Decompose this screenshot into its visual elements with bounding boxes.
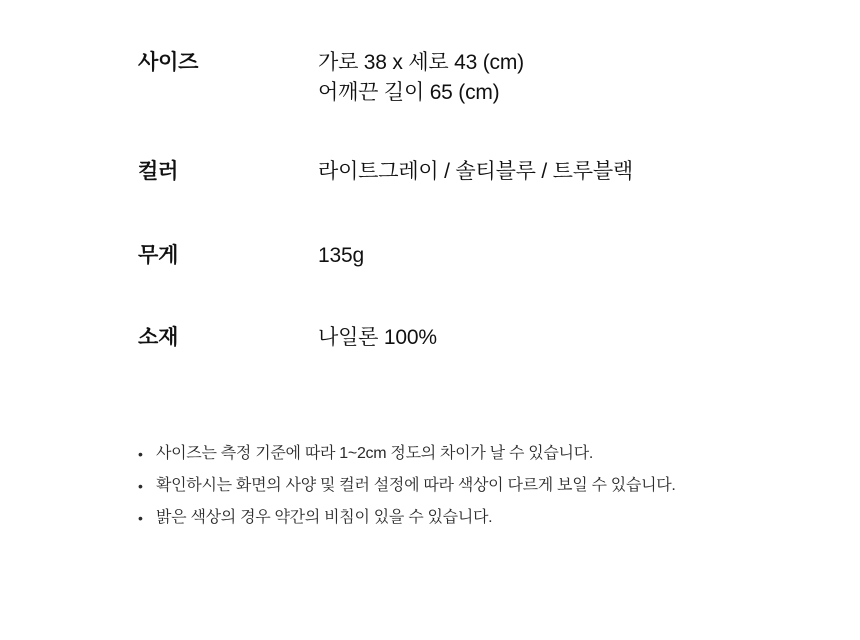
note-item xyxy=(138,438,798,470)
spec-values-weight xyxy=(318,241,778,271)
spec-label-size: 사이즈 xyxy=(138,51,199,74)
spec-value-color-list: 라이트그레이 / 솔티블루 / 트루블랙 xyxy=(318,160,634,183)
spec-row-size xyxy=(138,48,778,108)
spec-label-color: 컬러 xyxy=(138,160,179,183)
spec-value-material: 나일론 100% xyxy=(318,326,437,349)
spec-row-color xyxy=(138,157,778,187)
spec-values-size xyxy=(318,48,778,108)
note-text: 확인하시는 화면의 사양 및 컬러 설정에 따라 색상이 다르게 보일 수 있습니다. xyxy=(156,477,676,494)
spec-values-material xyxy=(318,323,778,353)
spec-label-material: 소재 xyxy=(138,326,179,349)
spec-row-material xyxy=(138,323,778,353)
note-text: 밝은 색상의 경우 약간의 비침이 있을 수 있습니다. xyxy=(156,509,493,526)
notes-list xyxy=(138,438,798,534)
spec-value-weight: 135g xyxy=(318,244,364,267)
note-item xyxy=(138,502,798,534)
spec-table xyxy=(138,48,778,353)
spec-row-weight xyxy=(138,241,778,271)
spec-value-size-dimensions: 가로 38 x 세로 43 (cm) xyxy=(318,51,524,74)
spec-values-color xyxy=(318,157,778,187)
note-text: 사이즈는 측정 기준에 따라 1~2cm 정도의 차이가 날 수 있습니다. xyxy=(156,445,594,462)
note-item xyxy=(138,470,798,502)
bullet-icon: • xyxy=(138,478,143,494)
spec-value-size-strap: 어깨끈 길이 65 (cm) xyxy=(318,81,500,104)
spec-label-weight: 무게 xyxy=(138,244,179,267)
bullet-icon: • xyxy=(138,510,143,526)
bullet-icon: • xyxy=(138,446,143,462)
